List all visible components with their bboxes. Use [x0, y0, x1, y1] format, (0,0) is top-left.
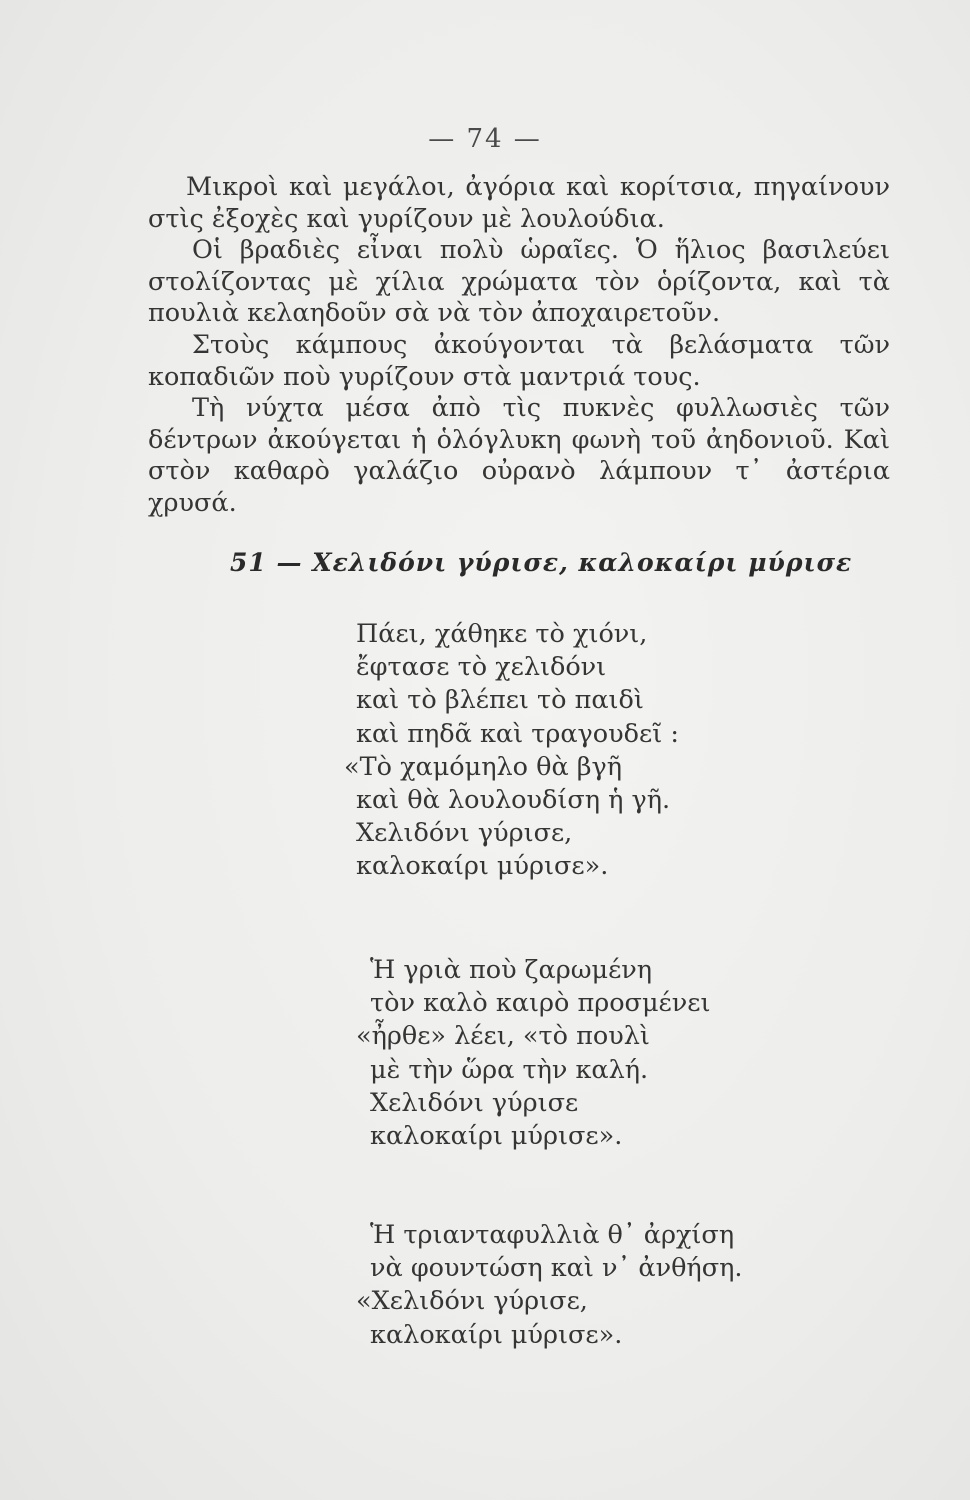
poem-stanza — [356, 1219, 743, 1352]
poem-line: καὶ τὸ βλέπει τὸ παιδὶ — [356, 685, 644, 716]
poem-line: ἔφτασε τὸ χελιδόνι — [356, 652, 607, 683]
paragraph: Τὴ νύχτα μέσα ἀπὸ τὶς πυκνὲς φυλλωσιὲς τῶν δέντρων ἀκούγεται ἡ ὁλόγλυκη φωνὴ τοῦ ἀηδονιοῦ. Καὶ στὸν καθαρὸ γαλάζιο οὐρανὸ λάμπουν τ᾽ ἀστέρια χρυσά. — [148, 393, 890, 518]
prose-text — [148, 172, 890, 520]
poem-line: Πάει, χάθηκε τὸ χιόνι, — [356, 619, 648, 649]
page-number: — 74 — — [428, 124, 542, 154]
poem-line: «ἦρθε» λέει, «τὸ πουλὶ — [356, 1021, 650, 1052]
poem-stanza — [344, 618, 679, 884]
poem-line: νὰ φουντώση καὶ ν᾽ ἀνθήση. — [370, 1253, 743, 1284]
paragraph: Στοὺς κάμπους ἀκούγονται τὰ βελάσματα τῶν κοπαδιῶν ποὺ γυρίζουν στὰ μαντριά τους. — [148, 329, 890, 392]
poem-line: τὸν καλὸ καιρὸ προσμένει — [370, 988, 711, 1019]
poem-stanza — [356, 954, 710, 1153]
paragraph: Οἱ βραδιὲς εἶναι πολὺ ὡραῖες. Ὁ ἥλιος βασιλεύει στολίζοντας μὲ χίλια χρώματα τὸν ὁρίζοντα, καὶ τὰ πουλιὰ κελαηδοῦν σὰ νὰ τὸν ἀποχαιρετοῦν. — [148, 235, 890, 329]
poem-line: μὲ τὴν ὥρα τὴν καλή. — [370, 1054, 649, 1085]
poem-line: Χελιδόνι γύρισε — [370, 1087, 579, 1118]
poem-line: «Τὸ χαμόμηλο θὰ βγῆ — [344, 751, 623, 782]
poem-line: Χελιδόνι γύρισε, — [356, 818, 573, 849]
paragraph: Μικροὶ καὶ μεγάλοι, ἀγόρια καὶ κορίτσια, πηγαίνουν στὶς ἐξοχὲς καὶ γυρίζουν μὲ λουλούδια. — [148, 172, 890, 234]
poem-line: καὶ θὰ λουλουδίση ἡ γῆ. — [356, 785, 671, 816]
poem-line: Ἡ τριανταφυλλιὰ θ᾽ ἀρχίση — [370, 1220, 735, 1250]
poem-title: 51 — Χελιδόνι γύρισε, καλοκαίρι μύρισε — [230, 548, 853, 577]
poem-line: καλοκαίρι μύρισε». — [370, 1319, 623, 1350]
poem-line: «Χελιδόνι γύρισε, — [356, 1286, 588, 1317]
poem-line: καλοκαίρι μύρισε». — [356, 851, 609, 882]
poem-line: Ἡ γριὰ ποὺ ζαρωμένη — [370, 955, 653, 985]
poem-line: καλοκαίρι μύρισε». — [370, 1121, 623, 1152]
poem-line: καὶ πηδᾶ καὶ τραγουδεῖ : — [356, 718, 679, 749]
